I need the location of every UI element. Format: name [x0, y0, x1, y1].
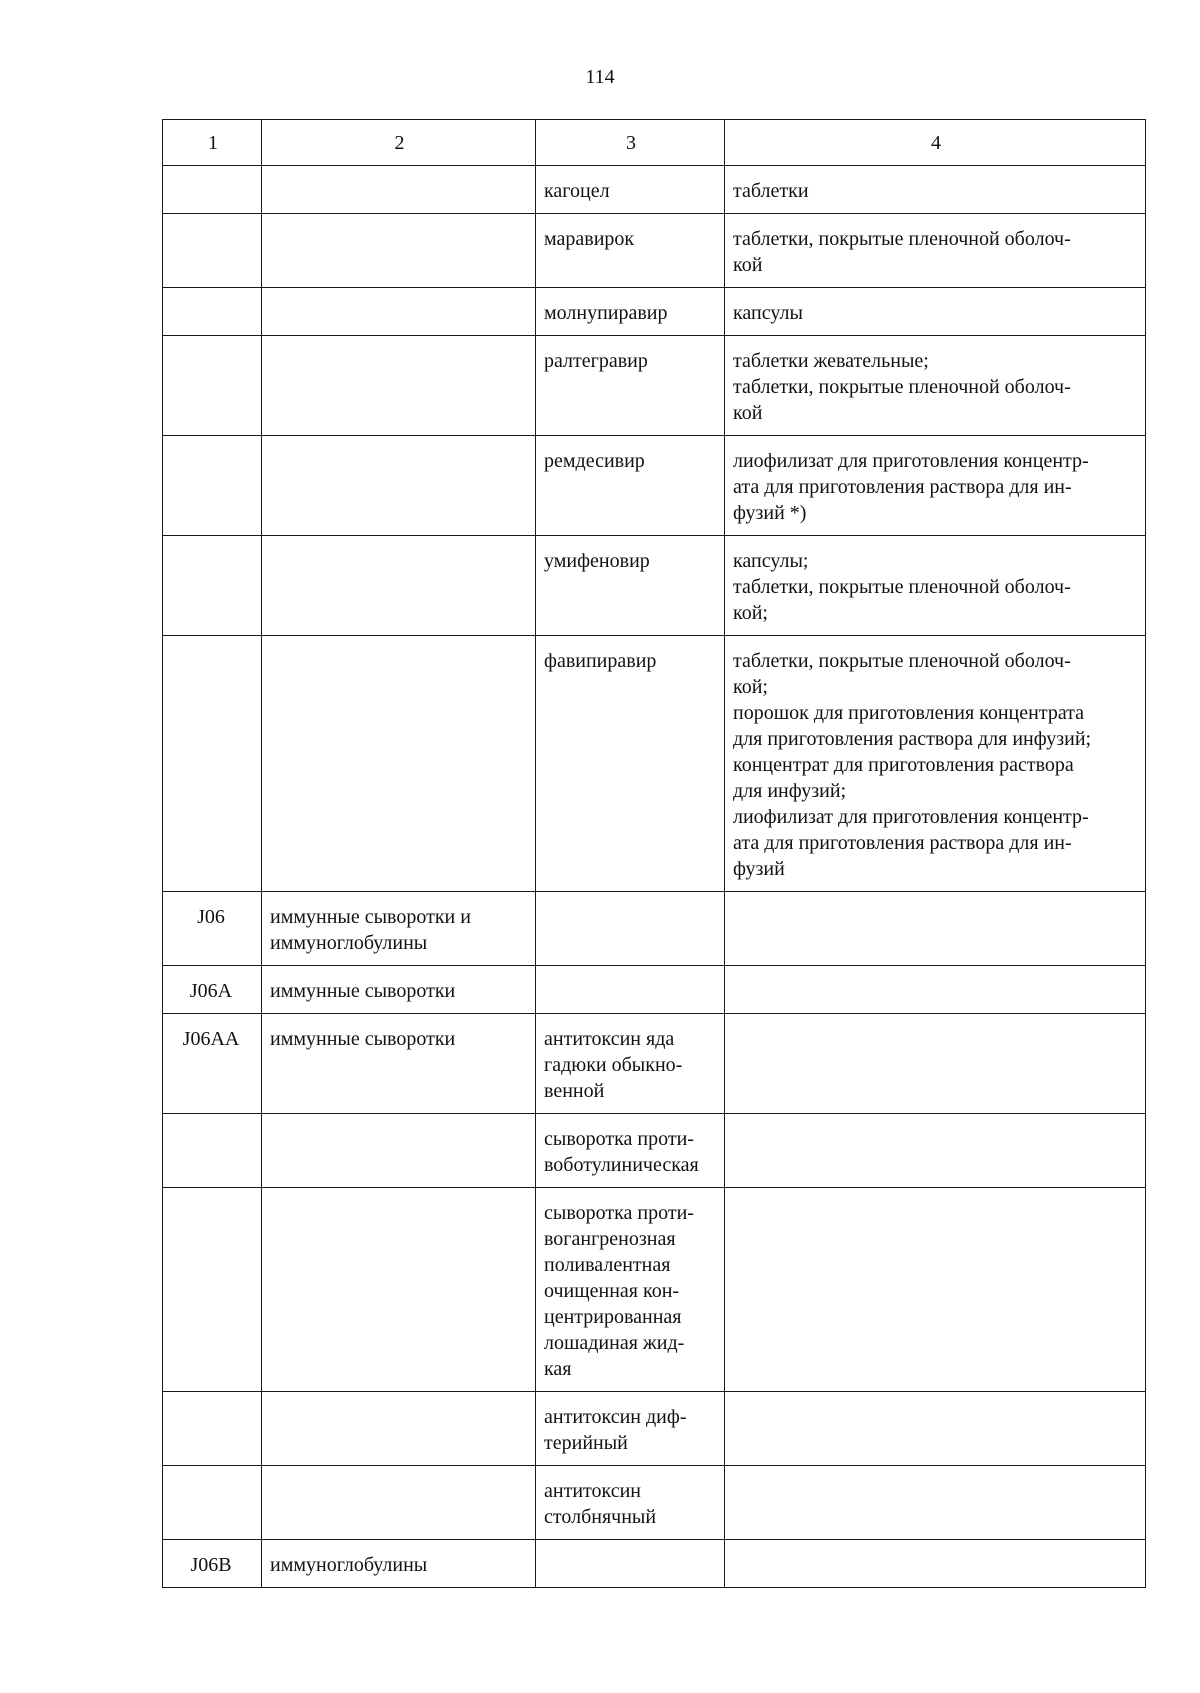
dosage-form-cell — [725, 1392, 1146, 1466]
dosage-form-cell — [725, 1540, 1146, 1588]
drug-name-cell — [536, 536, 725, 636]
drug-name-cell-text: молнупиравир — [544, 302, 668, 324]
dosage-form-cell — [725, 166, 1146, 214]
drug-name-cell-text: антитоксин столбнячный — [544, 1480, 657, 1528]
drug-name-cell-text: фавипиравир — [544, 650, 657, 672]
group-name-cell — [262, 536, 536, 636]
dosage-form-cell — [725, 636, 1146, 892]
atc-code-cell — [163, 536, 262, 636]
table-row — [163, 288, 1146, 336]
group-name-cell — [262, 1114, 536, 1188]
drug-name-cell — [536, 892, 725, 966]
atc-code-cell — [163, 636, 262, 892]
drug-name-cell — [536, 436, 725, 536]
dosage-form-cell — [725, 966, 1146, 1014]
table-row — [163, 166, 1146, 214]
drug-name-cell — [536, 1188, 725, 1392]
drug-name-cell-text: ремдесивир — [544, 450, 645, 472]
group-name-cell — [262, 336, 536, 436]
drug-name-cell-text: антитоксин яда гадюки обыкно- венной — [544, 1028, 683, 1102]
atc-code-cell — [163, 1114, 262, 1188]
dosage-form-cell-text: таблетки, покрытые пленочной оболоч- кой — [733, 228, 1071, 276]
atc-code-cell-text: J06B — [190, 1554, 232, 1576]
group-name-cell-text: иммунные сыворотки — [270, 1028, 456, 1050]
table-row — [163, 1014, 1146, 1114]
table-row — [163, 214, 1146, 288]
table-row — [163, 1392, 1146, 1466]
atc-code-cell — [163, 336, 262, 436]
dosage-form-cell — [725, 1188, 1146, 1392]
drug-name-cell-text: ралтегравир — [544, 350, 648, 372]
table-row — [163, 1114, 1146, 1188]
table-body — [163, 166, 1146, 1588]
table-row — [163, 536, 1146, 636]
group-name-cell — [262, 966, 536, 1014]
group-name-cell — [262, 214, 536, 288]
dosage-form-cell — [725, 1466, 1146, 1540]
group-name-cell — [262, 166, 536, 214]
column-header: 4 — [725, 120, 1146, 166]
table-row — [163, 1188, 1146, 1392]
atc-code-cell-text: J06AA — [182, 1028, 240, 1050]
group-name-cell-text: иммунные сыворотки — [270, 980, 456, 1002]
drug-name-cell — [536, 288, 725, 336]
dosage-form-cell — [725, 892, 1146, 966]
group-name-cell — [262, 436, 536, 536]
drug-name-cell — [536, 1014, 725, 1114]
dosage-form-cell — [725, 436, 1146, 536]
dosage-form-cell-text: капсулы — [733, 302, 803, 324]
group-name-cell — [262, 636, 536, 892]
table-row — [163, 1540, 1146, 1588]
group-name-cell — [262, 1392, 536, 1466]
drug-name-cell — [536, 636, 725, 892]
table-row — [163, 966, 1146, 1014]
dosage-form-cell-text: таблетки — [733, 180, 809, 202]
atc-code-cell — [163, 1188, 262, 1392]
drug-name-cell-text: антитоксин диф- терийный — [544, 1406, 687, 1454]
group-name-cell — [262, 1540, 536, 1588]
atc-code-cell — [163, 892, 262, 966]
table-row — [163, 436, 1146, 536]
table-row — [163, 636, 1146, 892]
group-name-cell — [262, 1014, 536, 1114]
atc-code-cell — [163, 288, 262, 336]
group-name-cell-text: иммунные сыворотки и иммуноглобулины — [270, 906, 471, 954]
dosage-form-cell — [725, 536, 1146, 636]
dosage-form-cell-text: лиофилизат для приготовления концентр- ата для приготовления раствора для ин- фузий *) — [733, 450, 1089, 524]
drug-name-cell-text: умифеновир — [544, 550, 650, 572]
drug-name-cell-text: маравирок — [544, 228, 635, 250]
drug-name-cell — [536, 1392, 725, 1466]
atc-code-cell-text: J06A — [189, 980, 233, 1002]
group-name-cell — [262, 1188, 536, 1392]
atc-code-cell — [163, 1540, 262, 1588]
atc-code-cell — [163, 214, 262, 288]
drug-name-cell-text: кагоцел — [544, 180, 610, 202]
column-header: 2 — [262, 120, 536, 166]
dosage-form-cell — [725, 1014, 1146, 1114]
drug-name-cell — [536, 1114, 725, 1188]
medication-table — [162, 119, 1146, 1588]
atc-code-cell — [163, 1466, 262, 1540]
table-header-row — [163, 120, 1146, 166]
atc-code-cell — [163, 1392, 262, 1466]
drug-name-cell — [536, 966, 725, 1014]
dosage-form-cell — [725, 1114, 1146, 1188]
atc-code-cell-text: J06 — [197, 906, 225, 928]
dosage-form-cell — [725, 336, 1146, 436]
column-header: 1 — [163, 120, 262, 166]
drug-name-cell-text: сыворотка проти- вогангренозная поливалентная очищенная кон- центрированная лошадиная жид- кая — [544, 1202, 694, 1380]
dosage-form-cell — [725, 288, 1146, 336]
drug-name-cell — [536, 166, 725, 214]
dosage-form-cell — [725, 214, 1146, 288]
atc-code-cell — [163, 436, 262, 536]
atc-code-cell — [163, 1014, 262, 1114]
drug-name-cell — [536, 214, 725, 288]
column-header: 3 — [536, 120, 725, 166]
table-row — [163, 336, 1146, 436]
dosage-form-cell-text: капсулы; таблетки, покрытые пленочной оболоч- кой; — [733, 550, 1071, 624]
dosage-form-cell-text: таблетки жевательные; таблетки, покрытые пленочной оболоч- кой — [733, 350, 1071, 424]
table-row — [163, 892, 1146, 966]
atc-code-cell — [163, 966, 262, 1014]
group-name-cell — [262, 1466, 536, 1540]
atc-code-cell — [163, 166, 262, 214]
drug-name-cell — [536, 336, 725, 436]
drug-name-cell-text: сыворотка проти- воботулиническая — [544, 1128, 699, 1176]
drug-name-cell — [536, 1466, 725, 1540]
group-name-cell — [262, 892, 536, 966]
table-row — [163, 1466, 1146, 1540]
group-name-cell-text: иммуноглобулины — [270, 1554, 428, 1576]
page-number: 114 — [585, 66, 615, 88]
dosage-form-cell-text: таблетки, покрытые пленочной оболоч- кой; порошок для приготовления концентрата для приготовления раствора для инфузий; концентрат для приготовления раствора для инфузий; лиофилизат для приготовления концентр- ата для приготовления раствора для ин- фузий — [733, 650, 1092, 880]
drug-name-cell — [536, 1540, 725, 1588]
group-name-cell — [262, 288, 536, 336]
